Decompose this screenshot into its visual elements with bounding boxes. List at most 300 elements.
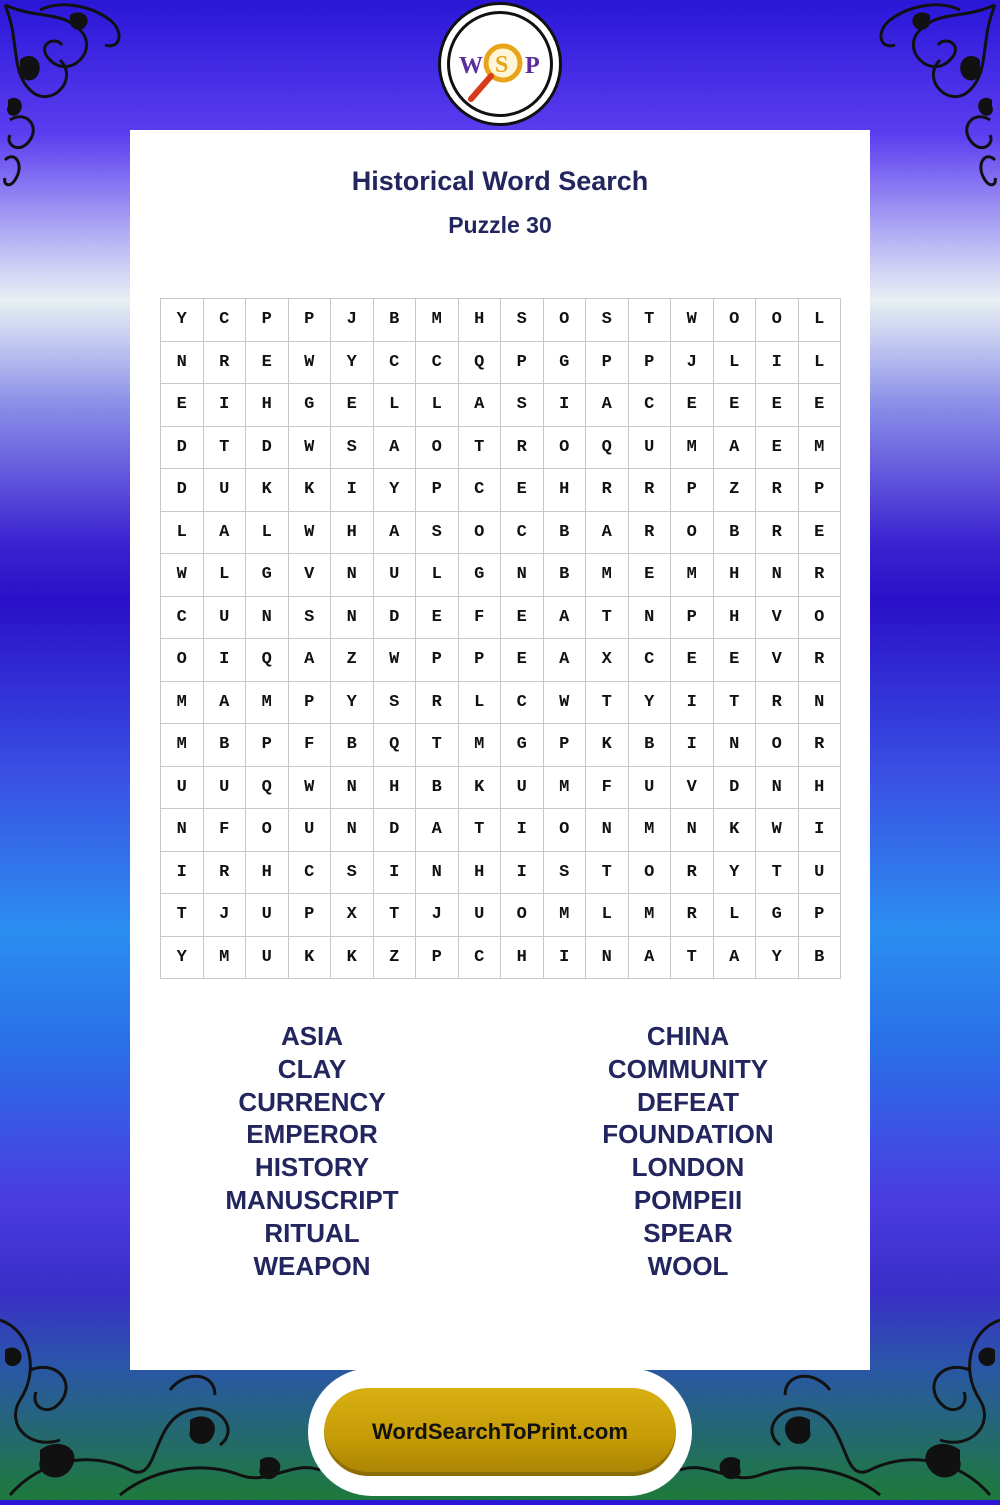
grid-cell[interactable]: E <box>246 341 289 384</box>
grid-cell[interactable]: M <box>246 681 289 724</box>
grid-cell[interactable]: I <box>203 639 246 682</box>
grid-row <box>161 766 841 809</box>
grid-cell[interactable]: T <box>586 851 629 894</box>
grid-cell[interactable]: K <box>458 766 501 809</box>
grid-cell[interactable]: Z <box>713 469 756 512</box>
grid-cell[interactable]: V <box>756 596 799 639</box>
grid-cell[interactable]: A <box>373 511 416 554</box>
grid-cell[interactable]: A <box>628 936 671 979</box>
grid-cell[interactable]: P <box>246 724 289 767</box>
grid-cell[interactable]: R <box>203 851 246 894</box>
grid-row <box>161 639 841 682</box>
grid-cell[interactable]: R <box>628 469 671 512</box>
grid-cell[interactable]: T <box>586 681 629 724</box>
grid-cell[interactable]: P <box>501 341 544 384</box>
grid-cell[interactable]: E <box>756 426 799 469</box>
grid-cell[interactable]: L <box>586 894 629 937</box>
grid-cell[interactable]: S <box>586 299 629 342</box>
grid-cell[interactable]: J <box>416 894 459 937</box>
grid-cell[interactable]: H <box>713 554 756 597</box>
grid-cell[interactable]: C <box>458 469 501 512</box>
word-list-item: LONDON <box>631 1152 745 1183</box>
grid-cell[interactable]: R <box>671 851 714 894</box>
grid-cell[interactable]: O <box>713 299 756 342</box>
grid-cell[interactable]: S <box>543 851 586 894</box>
grid-cell[interactable]: E <box>331 384 374 427</box>
grid-cell[interactable]: C <box>288 851 331 894</box>
grid-cell[interactable]: N <box>416 851 459 894</box>
grid-cell[interactable]: U <box>203 596 246 639</box>
grid-cell[interactable]: C <box>458 936 501 979</box>
grid-cell[interactable]: A <box>586 384 629 427</box>
grid-cell[interactable]: R <box>798 554 841 597</box>
grid-cell[interactable]: L <box>416 554 459 597</box>
grid-row <box>161 299 841 342</box>
grid-cell[interactable]: A <box>203 681 246 724</box>
grid-cell[interactable]: L <box>416 384 459 427</box>
grid-cell[interactable]: R <box>798 639 841 682</box>
grid-row <box>161 596 841 639</box>
grid-cell[interactable]: H <box>543 469 586 512</box>
grid-cell[interactable]: W <box>161 554 204 597</box>
grid-cell[interactable]: G <box>288 384 331 427</box>
grid-cell[interactable]: N <box>586 936 629 979</box>
grid-cell[interactable]: W <box>288 426 331 469</box>
grid-cell[interactable]: Y <box>628 681 671 724</box>
grid-cell[interactable]: L <box>203 554 246 597</box>
grid-cell[interactable]: D <box>373 809 416 852</box>
grid-cell[interactable]: P <box>416 639 459 682</box>
grid-cell[interactable]: A <box>713 426 756 469</box>
word-list-item: WOOL <box>647 1250 729 1281</box>
grid-cell[interactable]: P <box>798 469 841 512</box>
wsp-logo[interactable] <box>438 2 562 126</box>
grid-cell[interactable]: P <box>458 639 501 682</box>
grid-cell[interactable]: K <box>246 469 289 512</box>
grid-cell[interactable]: P <box>671 469 714 512</box>
grid-cell[interactable]: H <box>713 596 756 639</box>
grid-cell[interactable]: N <box>756 554 799 597</box>
website-button-frame <box>308 1368 692 1496</box>
grid-row <box>161 554 841 597</box>
grid-cell[interactable]: F <box>458 596 501 639</box>
grid-cell[interactable]: M <box>671 554 714 597</box>
grid-cell[interactable]: L <box>161 511 204 554</box>
grid-cell[interactable]: M <box>628 809 671 852</box>
puzzle-number: Puzzle 30 <box>448 212 552 238</box>
grid-cell[interactable]: R <box>586 469 629 512</box>
grid-cell[interactable]: Q <box>586 426 629 469</box>
grid-row <box>161 936 841 979</box>
grid-cell[interactable]: P <box>416 469 459 512</box>
grid-row <box>161 426 841 469</box>
grid-cell[interactable]: U <box>501 766 544 809</box>
grid-cell[interactable]: U <box>288 809 331 852</box>
word-list-right <box>538 1020 838 1282</box>
grid-cell[interactable]: X <box>331 894 374 937</box>
grid-cell[interactable]: C <box>501 681 544 724</box>
grid-cell[interactable]: A <box>543 596 586 639</box>
grid-cell[interactable]: N <box>331 596 374 639</box>
grid-cell[interactable]: L <box>798 341 841 384</box>
grid-cell[interactable]: R <box>798 724 841 767</box>
grid-cell[interactable]: N <box>161 809 204 852</box>
word-list-left <box>162 1020 462 1282</box>
grid-cell[interactable]: R <box>756 681 799 724</box>
grid-cell[interactable]: O <box>756 299 799 342</box>
grid-cell[interactable]: U <box>246 936 289 979</box>
grid-cell[interactable]: N <box>671 809 714 852</box>
grid-cell[interactable]: B <box>713 511 756 554</box>
grid-cell[interactable]: N <box>586 809 629 852</box>
grid-cell[interactable]: A <box>416 809 459 852</box>
grid-cell[interactable]: T <box>458 426 501 469</box>
logo-letter-p: P <box>525 53 540 79</box>
grid-cell[interactable]: T <box>713 681 756 724</box>
grid-cell[interactable]: K <box>713 809 756 852</box>
grid-cell[interactable]: R <box>628 511 671 554</box>
grid-cell[interactable]: C <box>501 511 544 554</box>
grid-cell[interactable]: U <box>203 469 246 512</box>
website-link-button[interactable]: WordSearchToPrint.com <box>324 1388 676 1476</box>
grid-cell[interactable]: N <box>331 554 374 597</box>
grid-cell[interactable]: N <box>713 724 756 767</box>
word-list-item: DEFEAT <box>636 1086 740 1117</box>
word-list-item: CURRENCY <box>238 1086 386 1117</box>
grid-cell[interactable]: P <box>246 299 289 342</box>
grid-cell[interactable]: O <box>543 426 586 469</box>
grid-cell[interactable]: O <box>798 596 841 639</box>
grid-cell[interactable]: K <box>586 724 629 767</box>
grid-cell[interactable]: L <box>798 299 841 342</box>
grid-cell[interactable]: P <box>288 894 331 937</box>
letter-grid <box>160 298 841 979</box>
grid-cell[interactable]: N <box>628 596 671 639</box>
grid-cell[interactable]: M <box>586 554 629 597</box>
grid-cell[interactable]: W <box>288 511 331 554</box>
grid-cell[interactable]: L <box>713 894 756 937</box>
grid-cell[interactable]: X <box>586 639 629 682</box>
grid-cell[interactable]: D <box>373 596 416 639</box>
grid-cell[interactable]: D <box>246 426 289 469</box>
grid-cell[interactable]: O <box>458 511 501 554</box>
grid-cell[interactable]: P <box>586 341 629 384</box>
grid-cell[interactable]: E <box>416 596 459 639</box>
grid-cell[interactable]: T <box>161 894 204 937</box>
grid-cell[interactable]: N <box>331 809 374 852</box>
grid-cell[interactable]: N <box>756 766 799 809</box>
word-list-item: RITUAL <box>264 1217 360 1248</box>
grid-cell[interactable]: W <box>288 766 331 809</box>
grid-cell[interactable]: B <box>203 724 246 767</box>
grid-row <box>161 894 841 937</box>
grid-cell[interactable]: P <box>628 341 671 384</box>
grid-cell[interactable]: V <box>288 554 331 597</box>
grid-row <box>161 809 841 852</box>
grid-cell[interactable]: T <box>458 809 501 852</box>
grid-cell[interactable]: S <box>288 596 331 639</box>
grid-cell[interactable]: P <box>671 596 714 639</box>
grid-cell[interactable]: E <box>161 384 204 427</box>
grid-cell[interactable]: B <box>416 766 459 809</box>
grid-cell[interactable]: A <box>543 639 586 682</box>
grid-cell[interactable]: I <box>203 384 246 427</box>
grid-cell[interactable]: T <box>756 851 799 894</box>
grid-cell[interactable]: I <box>161 851 204 894</box>
grid-row <box>161 724 841 767</box>
grid-cell[interactable]: R <box>671 894 714 937</box>
grid-cell[interactable]: U <box>458 894 501 937</box>
grid-cell[interactable]: H <box>331 511 374 554</box>
grid-cell[interactable]: Z <box>373 936 416 979</box>
grid-cell[interactable]: A <box>373 426 416 469</box>
grid-cell[interactable]: U <box>798 851 841 894</box>
grid-cell[interactable]: M <box>671 426 714 469</box>
grid-row <box>161 851 841 894</box>
grid-cell[interactable]: R <box>203 341 246 384</box>
grid-cell[interactable]: I <box>798 809 841 852</box>
grid-row <box>161 469 841 512</box>
grid-cell[interactable]: U <box>203 766 246 809</box>
grid-cell[interactable]: V <box>756 639 799 682</box>
logo-letter-w: W <box>459 53 483 79</box>
grid-cell[interactable]: N <box>161 341 204 384</box>
word-list-item: CLAY <box>277 1053 347 1084</box>
grid-cell[interactable]: I <box>671 724 714 767</box>
grid-cell[interactable]: U <box>373 554 416 597</box>
grid-cell[interactable]: J <box>203 894 246 937</box>
grid-cell[interactable]: P <box>288 299 331 342</box>
grid-cell[interactable]: Q <box>246 766 289 809</box>
grid-cell[interactable]: E <box>501 639 544 682</box>
grid-cell[interactable]: G <box>501 724 544 767</box>
grid-row <box>161 341 841 384</box>
grid-cell[interactable]: C <box>203 299 246 342</box>
grid-cell[interactable]: F <box>203 809 246 852</box>
grid-cell[interactable]: F <box>288 724 331 767</box>
grid-cell[interactable]: W <box>756 809 799 852</box>
grid-cell[interactable]: G <box>458 554 501 597</box>
grid-cell[interactable]: D <box>713 766 756 809</box>
grid-cell[interactable]: H <box>501 936 544 979</box>
grid-cell[interactable]: W <box>373 639 416 682</box>
grid-row <box>161 681 841 724</box>
grid-cell[interactable]: O <box>501 894 544 937</box>
grid-row <box>161 511 841 554</box>
grid-cell[interactable]: U <box>628 766 671 809</box>
grid-cell[interactable]: S <box>501 299 544 342</box>
grid-cell[interactable]: I <box>756 341 799 384</box>
grid-cell[interactable]: E <box>671 384 714 427</box>
grid-cell[interactable]: Y <box>161 299 204 342</box>
grid-cell[interactable]: S <box>416 511 459 554</box>
grid-cell[interactable]: A <box>288 639 331 682</box>
puzzle-panel <box>130 130 870 1370</box>
grid-cell[interactable]: A <box>713 936 756 979</box>
grid-cell[interactable]: R <box>501 426 544 469</box>
magnifier-logo-icon <box>441 5 559 123</box>
grid-cell[interactable]: Y <box>756 936 799 979</box>
grid-cell[interactable]: F <box>586 766 629 809</box>
grid-cell[interactable]: G <box>246 554 289 597</box>
grid-cell[interactable]: Q <box>458 341 501 384</box>
grid-cell[interactable]: E <box>713 639 756 682</box>
grid-cell[interactable]: O <box>161 639 204 682</box>
grid-cell[interactable]: T <box>373 894 416 937</box>
grid-cell[interactable]: H <box>246 851 289 894</box>
grid-cell[interactable]: I <box>501 851 544 894</box>
grid-cell[interactable]: M <box>416 299 459 342</box>
grid-cell[interactable]: Y <box>373 469 416 512</box>
grid-cell[interactable]: R <box>416 681 459 724</box>
grid-cell[interactable]: T <box>586 596 629 639</box>
grid-cell[interactable]: M <box>458 724 501 767</box>
grid-row <box>161 384 841 427</box>
grid-cell[interactable]: O <box>416 426 459 469</box>
grid-cell[interactable]: N <box>501 554 544 597</box>
grid-cell[interactable]: O <box>543 299 586 342</box>
grid-cell[interactable]: O <box>671 511 714 554</box>
grid-cell[interactable]: M <box>543 766 586 809</box>
grid-cell[interactable]: M <box>203 936 246 979</box>
grid-cell[interactable]: U <box>161 766 204 809</box>
grid-cell[interactable]: E <box>628 554 671 597</box>
grid-cell[interactable]: I <box>543 936 586 979</box>
page-title: Historical Word Search <box>351 166 649 196</box>
grid-cell[interactable]: B <box>543 511 586 554</box>
grid-cell[interactable]: C <box>161 596 204 639</box>
grid-cell[interactable]: O <box>628 851 671 894</box>
grid-cell[interactable]: Q <box>246 639 289 682</box>
grid-cell[interactable]: M <box>161 681 204 724</box>
grid-cell[interactable]: H <box>373 766 416 809</box>
grid-cell[interactable]: W <box>543 681 586 724</box>
grid-cell[interactable]: T <box>203 426 246 469</box>
grid-cell[interactable]: Z <box>331 639 374 682</box>
word-list-item: FOUNDATION <box>602 1119 774 1150</box>
grid-cell[interactable]: W <box>671 299 714 342</box>
grid-cell[interactable]: E <box>501 469 544 512</box>
grid-cell[interactable]: C <box>628 639 671 682</box>
grid-cell[interactable]: D <box>161 469 204 512</box>
grid-cell[interactable]: E <box>501 596 544 639</box>
grid-cell[interactable]: P <box>798 894 841 937</box>
grid-cell[interactable]: U <box>628 426 671 469</box>
grid-cell[interactable]: S <box>373 681 416 724</box>
grid-cell[interactable]: U <box>246 894 289 937</box>
grid-cell[interactable]: B <box>331 724 374 767</box>
grid-cell[interactable]: T <box>416 724 459 767</box>
grid-cell[interactable]: P <box>543 724 586 767</box>
grid-cell[interactable]: R <box>756 511 799 554</box>
grid-cell[interactable]: V <box>671 766 714 809</box>
grid-cell[interactable]: S <box>331 851 374 894</box>
grid-cell[interactable]: P <box>288 681 331 724</box>
grid-cell[interactable]: B <box>798 936 841 979</box>
grid-cell[interactable]: L <box>373 384 416 427</box>
grid-cell[interactable]: N <box>798 681 841 724</box>
grid-cell[interactable]: S <box>501 384 544 427</box>
grid-cell[interactable]: C <box>416 341 459 384</box>
logo-letter-s: S <box>495 52 509 78</box>
grid-cell[interactable]: D <box>161 426 204 469</box>
grid-cell[interactable]: E <box>756 384 799 427</box>
grid-cell[interactable]: K <box>288 936 331 979</box>
grid-cell[interactable]: O <box>756 724 799 767</box>
grid-cell[interactable]: K <box>331 936 374 979</box>
grid-cell[interactable]: I <box>501 809 544 852</box>
grid-cell[interactable]: C <box>628 384 671 427</box>
word-list-item: CHINA <box>646 1021 730 1051</box>
grid-cell[interactable]: H <box>458 299 501 342</box>
grid-cell[interactable]: N <box>246 596 289 639</box>
grid-cell[interactable]: G <box>543 341 586 384</box>
grid-cell[interactable]: M <box>161 724 204 767</box>
grid-cell[interactable]: I <box>543 384 586 427</box>
grid-cell[interactable]: Y <box>161 936 204 979</box>
grid-cell[interactable]: R <box>756 469 799 512</box>
grid-cell[interactable]: H <box>458 851 501 894</box>
word-list-item: HISTORY <box>254 1152 370 1183</box>
grid-cell[interactable]: E <box>798 384 841 427</box>
grid-cell[interactable]: M <box>628 894 671 937</box>
grid-cell[interactable]: H <box>246 384 289 427</box>
grid-cell[interactable]: B <box>543 554 586 597</box>
grid-cell[interactable]: L <box>458 681 501 724</box>
grid-cell[interactable]: T <box>628 299 671 342</box>
grid-cell[interactable]: G <box>756 894 799 937</box>
word-list-item: MANUSCRIPT <box>225 1184 399 1215</box>
grid-cell[interactable]: J <box>671 341 714 384</box>
grid-cell[interactable]: A <box>586 511 629 554</box>
grid-cell[interactable]: B <box>628 724 671 767</box>
grid-cell[interactable]: H <box>798 766 841 809</box>
word-list-item: ASIA <box>280 1021 344 1051</box>
grid-cell[interactable]: I <box>373 851 416 894</box>
grid-cell[interactable]: A <box>203 511 246 554</box>
word-list-item: SPEAR <box>643 1217 733 1248</box>
grid-cell[interactable]: T <box>671 936 714 979</box>
grid-cell[interactable]: Q <box>373 724 416 767</box>
grid-cell[interactable]: O <box>246 809 289 852</box>
grid-cell[interactable]: M <box>798 426 841 469</box>
grid-cell[interactable]: W <box>288 341 331 384</box>
grid-cell[interactable]: Y <box>331 341 374 384</box>
grid-cell[interactable]: B <box>373 299 416 342</box>
grid-cell[interactable]: S <box>331 426 374 469</box>
grid-cell[interactable]: P <box>416 936 459 979</box>
grid-cell[interactable]: E <box>798 511 841 554</box>
word-list-item: POMPEII <box>633 1184 743 1215</box>
grid-cell[interactable]: E <box>671 639 714 682</box>
grid-cell[interactable]: J <box>331 299 374 342</box>
grid-cell[interactable]: Y <box>713 851 756 894</box>
grid-cell[interactable]: A <box>458 384 501 427</box>
word-list-item: EMPEROR <box>246 1119 378 1150</box>
word-list-item: WEAPON <box>253 1250 371 1281</box>
grid-cell[interactable]: L <box>713 341 756 384</box>
grid-cell[interactable]: E <box>713 384 756 427</box>
grid-cell[interactable]: N <box>331 766 374 809</box>
grid-cell[interactable]: M <box>543 894 586 937</box>
grid-cell[interactable]: C <box>373 341 416 384</box>
grid-cell[interactable]: Y <box>331 681 374 724</box>
grid-cell[interactable]: K <box>288 469 331 512</box>
grid-cell[interactable]: L <box>246 511 289 554</box>
grid-cell[interactable]: I <box>331 469 374 512</box>
grid-cell[interactable]: O <box>543 809 586 852</box>
grid-cell[interactable]: I <box>671 681 714 724</box>
